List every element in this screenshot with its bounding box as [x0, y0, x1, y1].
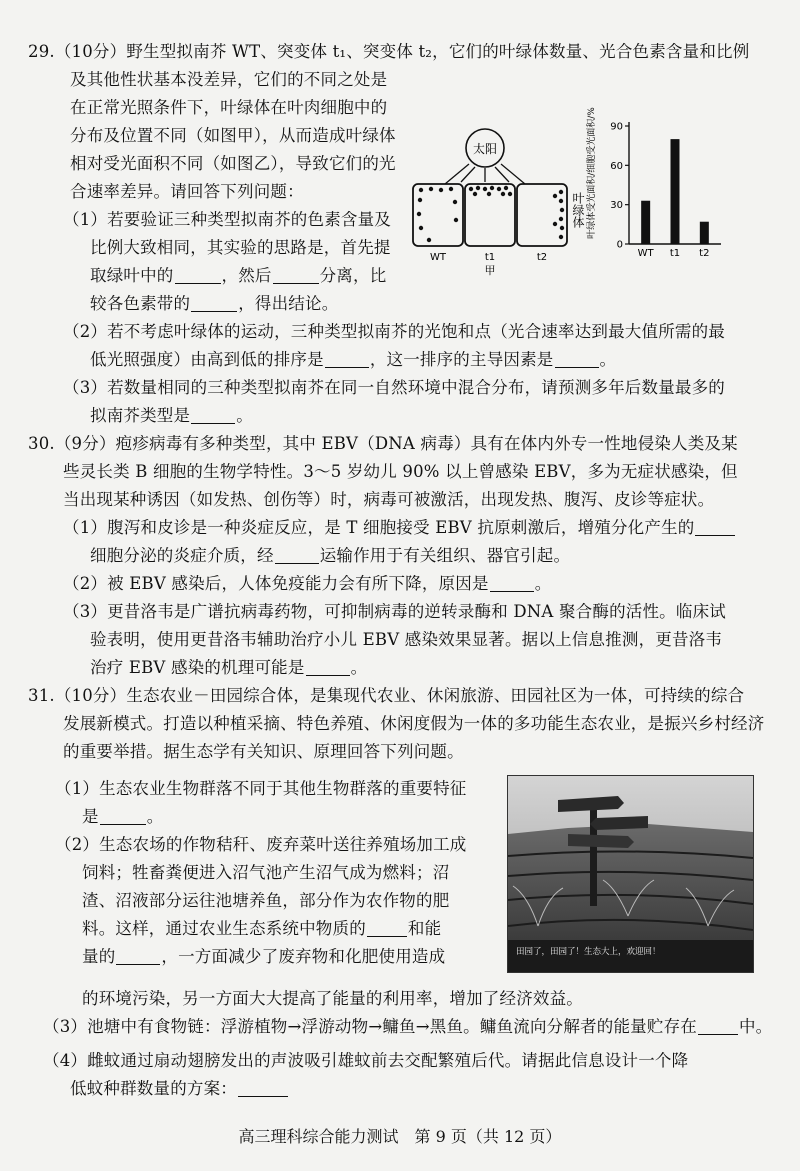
q30-part1-line-a — [63, 517, 736, 539]
answer-blank[interactable] — [273, 267, 319, 284]
cell-label: t1 — [484, 252, 496, 263]
text-segment: 。 — [146, 807, 164, 826]
q31-part4-line-a: （4）雌蚊通过扇动翅膀发出的声波吸引雄蚊前去交配繁殖后代。请据此信息设计一个降 — [43, 1051, 689, 1070]
q29-line-5: 相对受光面积不同（如图乙），导致它们的光 — [70, 154, 396, 173]
text-segment: （2）被 EBV 感染后，人体免疫能力会有所下降，原因是 — [63, 574, 489, 593]
q29-part2-line-b — [90, 349, 616, 371]
text-segment: 较各色素带的 — [90, 294, 191, 313]
q29-line-6: 合速率差异。请回答下列问题： — [70, 182, 304, 201]
answer-blank[interactable] — [191, 295, 237, 312]
signpost-board — [568, 834, 634, 848]
x-labels — [638, 248, 710, 259]
answer-blank[interactable] — [306, 659, 350, 676]
bar-t1 — [671, 139, 680, 244]
answer-blank[interactable] — [100, 808, 146, 825]
figure-caption: 甲 — [484, 264, 496, 276]
chloroplasts-t1 — [469, 186, 512, 196]
text-segment: 治疗 EBV 感染的机理可能是 — [90, 658, 305, 677]
q29-part3-line-b — [90, 405, 253, 427]
answer-blank[interactable] — [325, 351, 369, 368]
answer-blank[interactable] — [698, 1018, 738, 1035]
y-tick-label: 60 — [610, 160, 623, 172]
q31-part2-line-c: 渣、沼液部分运往池塘养鱼，部分作为农作物的肥 — [82, 891, 450, 910]
bars — [641, 139, 709, 244]
bar-wt — [641, 201, 650, 244]
y-tick-label: 90 — [610, 121, 623, 133]
q29-part1-line-d — [90, 293, 338, 315]
side-label: 叶绿体 — [571, 192, 585, 228]
q30-part3-line-b: 验表明，使用更昔洛韦辅助治疗小儿 EBV 感染效果显著。据以上信息推测，更昔洛韦 — [90, 630, 723, 649]
q31-part2-line-a: （2）生态农场的作物秸秆、废弃菜叶送往养殖场加工成 — [55, 835, 467, 854]
bar-t2 — [700, 222, 709, 244]
eco-farm-photo — [507, 775, 754, 973]
answer-blank[interactable] — [490, 575, 534, 592]
answer-blank[interactable] — [238, 1080, 288, 1097]
text-segment: 拟南芥类型是 — [90, 406, 191, 425]
text-segment: 料。这样，通过农业生态系统中物质的 — [82, 919, 366, 938]
q30-part3-line-a: （3）更昔洛韦是广谱抗病毒药物，可抑制病毒的逆转录酶和 DNA 聚合酶的活性。临床试 — [63, 602, 726, 621]
text-segment: （1）腹泻和皮诊是一种炎症反应，是 T 细胞接受 EBV 抗原刺激后，增殖分化产生的 — [63, 518, 695, 537]
sun-label: 太阳 — [472, 142, 498, 156]
q31-line-1: 31.（10分）生态农业－田园综合体，是集现代农业、休闲旅游、田园社区为一体，可持续的综合 — [28, 686, 745, 705]
x-tick-label: t1 — [669, 248, 681, 259]
answer-blank[interactable] — [175, 267, 221, 284]
text-segment: （3）池塘中有食物链：浮游植物→浮游动物→鳙鱼→黑鱼。鳙鱼流向分解者的能量贮存在 — [43, 1017, 697, 1036]
q31-part4-line-b — [70, 1078, 289, 1100]
answer-blank[interactable] — [695, 519, 735, 536]
q31-part1-line-b — [82, 806, 163, 828]
q30-part2-line — [63, 573, 551, 595]
q31-part2-line-f: 的环境污染，另一方面大大提高了能量的利用率，增加了经济效益。 — [82, 989, 583, 1008]
q29-part3-line-a: （3）若数量相同的三种类型拟南芥在同一自然环境中混合分布，请预测多年后数量最多的 — [63, 378, 725, 397]
text-segment: 取绿叶中的 — [90, 266, 174, 285]
answer-blank[interactable] — [116, 948, 160, 965]
y-ticks — [610, 122, 629, 251]
q29-line-4: 分布及位置不同（如图甲），从而造成叶绿体 — [70, 126, 396, 145]
cell-label: t2 — [536, 252, 548, 263]
q30-line-2: 些灵长类 B 细胞的生物学特性。3～5 岁幼儿 90% 以上曾感染 EBV，多为无症状感染，但 — [63, 462, 738, 481]
text-segment: 低光照强度）由高到低的排序是 — [90, 350, 324, 369]
text-segment: ，得出结论。 — [238, 294, 339, 313]
text-segment: 中。 — [738, 1017, 773, 1036]
q30-line-1: 30.（9分）疱疹病毒有多种类型，其中 EBV（DNA 病毒）具有在体内外专一性地侵染人类及某 — [28, 434, 738, 453]
q29-line-3: 在正常光照条件下，叶绿体在叶肉细胞中的 — [70, 98, 388, 117]
text-segment: 。 — [236, 406, 253, 425]
chart-ylabel: 叶绿体受光面积/细胞受光面积/% — [587, 107, 597, 239]
answer-blank[interactable] — [367, 920, 407, 937]
eco-farm-illustration — [508, 776, 753, 972]
text-segment: 是 — [82, 807, 99, 826]
text-segment: 细胞分泌的炎症介质，经 — [90, 546, 274, 565]
q29-part1-line-b: 比例大致相同，其实验的思路是，首先提 — [90, 238, 391, 257]
q31-part1-line-a: （1）生态农业生物群落不同于其他生物群落的重要特征 — [55, 779, 467, 798]
answer-blank[interactable] — [275, 547, 319, 564]
text-segment: ，然后 — [221, 266, 272, 285]
q31-part2-line-d — [82, 918, 441, 940]
text-segment: ，这一排序的主导因素是 — [369, 350, 554, 369]
text-segment: 低蚊种群数量的方案： — [70, 1079, 237, 1098]
q31-part2-line-b: 饲料；牲畜粪便进入沼气池产生沼气成为燃料；沼 — [82, 863, 450, 882]
q30-part3-line-c — [90, 657, 367, 679]
q31-part3-line — [43, 1016, 772, 1038]
q29-part2-line-a: （2）若不考虑叶绿体的运动，三种类型拟南芥的光饱和点（光合速率达到最大值所需的最 — [63, 322, 725, 341]
answer-blank[interactable] — [191, 407, 235, 424]
text-segment: ，一方面减少了废弃物和化肥使用造成 — [161, 947, 446, 966]
x-tick-label: t2 — [699, 248, 710, 259]
text-segment: 运输作用于有关组织、器官引起。 — [319, 546, 571, 565]
text-segment: 。 — [534, 574, 552, 593]
photo-caption: 田园了，田园了！生态大上，欢迎回！ — [516, 947, 661, 957]
y-tick-label: 0 — [616, 239, 623, 251]
q31-line-2: 发展新模式。打造以种植采摘、特色养殖、休闲度假为一体的多功能生态农业，是振兴乡村经济 — [63, 714, 765, 733]
text-segment: 量的 — [82, 947, 116, 966]
cell-label: WT — [430, 252, 446, 263]
x-tick-label: WT — [637, 248, 654, 259]
chloroplasts-t2 — [553, 190, 564, 239]
q29-line-2: 及其他性状基本没差异，它们的不同之处是 — [70, 70, 388, 89]
text-segment: 和能 — [407, 919, 442, 938]
text-segment: 。 — [350, 658, 368, 677]
y-tick-label: 30 — [610, 200, 623, 212]
q29-line-1: 29.（10分）野生型拟南芥 WT、突变体 t₁、突变体 t₂，它们的叶绿体数量、光合色素含量和比例 — [28, 42, 750, 61]
bar-chart — [583, 88, 725, 260]
q30-part1-line-b — [90, 545, 570, 567]
signpost-board — [590, 816, 648, 830]
q31-line-3: 的重要举措。据生态学有关知识、原理回答下列问题。 — [63, 742, 464, 761]
text-segment: 分离，比 — [319, 266, 387, 285]
page-footer: 高三理科综合能力测试 第 9 页（共 12 页） — [238, 1127, 562, 1146]
q30-line-3: 当出现某种诱因（如发热、创伤等）时，病毒可被激活，出现发热、腹泻、皮诊等症状。 — [63, 490, 715, 509]
answer-blank[interactable] — [555, 351, 599, 368]
text-segment: 。 — [599, 350, 617, 369]
figure-jia — [405, 128, 595, 276]
q31-part2-line-e — [82, 946, 445, 968]
chloroplasts-wt — [417, 187, 458, 242]
q29-part1-line-a: （1）若要验证三种类型拟南芥的色素含量及 — [63, 210, 391, 229]
q29-part1-line-c — [90, 265, 386, 287]
